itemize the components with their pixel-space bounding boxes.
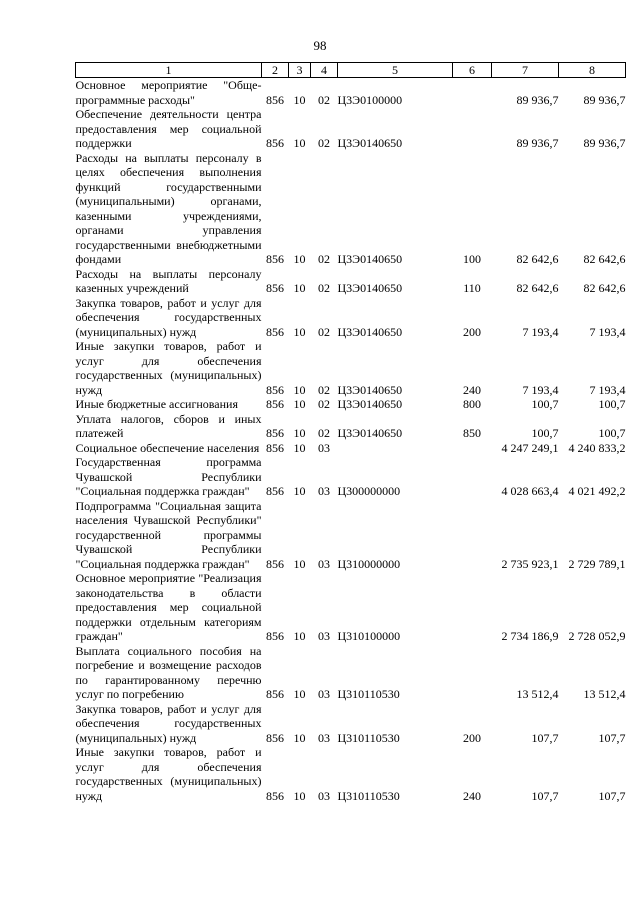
subsection-code: 02 bbox=[318, 324, 330, 339]
subsection-code: 02 bbox=[318, 397, 330, 411]
column-header: 1 bbox=[76, 63, 262, 78]
budget-table bbox=[75, 62, 626, 803]
subsection-code: 03 bbox=[318, 788, 330, 803]
amount-year-1: 2 735 923,1 bbox=[501, 556, 559, 571]
table-row bbox=[76, 151, 626, 267]
row-name: Иные закупки товаров, работ и услуг для обеспечения государственных (муниципальных) нужд bbox=[75, 745, 262, 803]
table-row bbox=[76, 296, 626, 340]
subsection-code: 02 bbox=[318, 426, 330, 440]
admin-code: 856 bbox=[266, 788, 284, 803]
target-article-code: Ц310000000 bbox=[337, 556, 401, 571]
table-row bbox=[76, 644, 626, 702]
amount-year-2: 4 240 833,2 bbox=[568, 440, 626, 455]
amount-year-1: 4 247 249,1 bbox=[501, 440, 559, 455]
table-row bbox=[76, 499, 626, 572]
subsection-code: 03 bbox=[318, 687, 330, 701]
amount-year-2: 7 193,4 bbox=[589, 324, 626, 339]
expense-type-code bbox=[453, 441, 492, 456]
section-code: 10 bbox=[293, 687, 306, 701]
amount-year-2: 2 728 052,9 bbox=[568, 629, 626, 643]
target-article-code: Ц3Э0140650 bbox=[337, 252, 403, 266]
subsection-code: 03 bbox=[318, 440, 330, 455]
budget-rows bbox=[76, 78, 626, 804]
expense-type-code bbox=[453, 499, 492, 572]
amount-year-2: 107,7 bbox=[598, 788, 626, 803]
target-article-code: Ц310110530 bbox=[337, 730, 400, 745]
column-header: 5 bbox=[338, 63, 453, 78]
row-name: Расходы на выплаты персоналу казенных учреждений bbox=[75, 266, 262, 295]
subsection-code: 02 bbox=[318, 281, 330, 295]
expense-type-code bbox=[453, 78, 492, 108]
section-code: 10 bbox=[293, 629, 306, 643]
row-name: Закупка товаров, работ и услуг для обеспечения государственных (муниципальных) нужд bbox=[75, 701, 262, 745]
target-article-code: Ц310110530 bbox=[337, 687, 400, 701]
expense-type-code: 240 bbox=[463, 788, 481, 803]
admin-code: 856 bbox=[266, 426, 284, 440]
expense-type-code bbox=[453, 571, 492, 644]
column-header: 7 bbox=[492, 63, 559, 78]
table-row bbox=[76, 412, 626, 441]
table-row bbox=[76, 267, 626, 296]
section-code: 10 bbox=[293, 788, 306, 803]
row-name: Иные закупки товаров, работ и услуг для обеспечения государственных (муниципальных) нужд bbox=[75, 339, 262, 397]
section-code: 10 bbox=[293, 730, 306, 745]
column-header: 4 bbox=[311, 63, 338, 78]
expense-type-code: 800 bbox=[463, 397, 481, 411]
subsection-code: 02 bbox=[318, 92, 330, 107]
amount-year-2: 2 729 789,1 bbox=[568, 556, 626, 571]
expense-type-code: 200 bbox=[463, 324, 481, 339]
admin-code: 856 bbox=[266, 484, 284, 498]
section-code: 10 bbox=[293, 281, 306, 295]
row-name: Основное мероприятие "Реализация законодательства в области предоставления мер социальной поддержки отдельным категориям граждан" bbox=[75, 571, 262, 643]
amount-year-1: 13 512,4 bbox=[516, 687, 559, 701]
row-name: Расходы на выплаты персоналу в целях обеспечения выполнения функций государственными (муниципальными) органами, казенными учреждениями, органами управления государственными внебюджетными фондами bbox=[75, 150, 262, 266]
admin-code: 856 bbox=[266, 556, 284, 571]
target-article-code: Ц3Э0140650 bbox=[337, 426, 403, 440]
amount-year-1: 7 193,4 bbox=[522, 324, 559, 339]
admin-code: 856 bbox=[266, 382, 284, 397]
amount-year-1: 107,7 bbox=[531, 730, 559, 745]
amount-year-1: 107,7 bbox=[531, 788, 559, 803]
amount-year-1: 89 936,7 bbox=[516, 136, 559, 150]
amount-year-2: 7 193,4 bbox=[589, 382, 626, 397]
column-header: 6 bbox=[453, 63, 492, 78]
table-row bbox=[76, 397, 626, 412]
table-row bbox=[76, 78, 626, 108]
expense-type-code: 240 bbox=[463, 382, 481, 397]
table-row bbox=[76, 455, 626, 499]
row-name: Иные бюджетные ассигнования bbox=[75, 397, 238, 411]
row-name: Социальное обеспечение населения bbox=[75, 440, 260, 455]
subsection-code: 02 bbox=[318, 382, 330, 397]
subsection-code: 03 bbox=[318, 556, 330, 571]
section-code: 10 bbox=[293, 92, 306, 107]
admin-code: 856 bbox=[266, 252, 284, 266]
target-article-code bbox=[338, 441, 453, 456]
amount-year-2: 13 512,4 bbox=[583, 687, 626, 701]
section-code: 10 bbox=[293, 324, 306, 339]
amount-year-1: 82 642,6 bbox=[516, 281, 559, 295]
section-code: 10 bbox=[293, 440, 306, 455]
subsection-code: 03 bbox=[318, 629, 330, 643]
row-name: Выплата социального пособия на погребение и возмещение расходов по гарантированному перечню услуг по погребению bbox=[75, 643, 262, 701]
expense-type-code: 100 bbox=[463, 252, 481, 266]
expense-type-code: 200 bbox=[463, 730, 481, 745]
expense-type-code bbox=[453, 644, 492, 702]
subsection-code: 02 bbox=[318, 136, 330, 150]
table-row bbox=[76, 571, 626, 644]
amount-year-2: 100,7 bbox=[598, 426, 626, 440]
table-row bbox=[76, 339, 626, 397]
target-article-code: Ц310100000 bbox=[337, 629, 401, 643]
admin-code: 856 bbox=[266, 730, 284, 745]
row-name: Уплата налогов, сборов и иных платежей bbox=[75, 411, 262, 440]
section-code: 10 bbox=[293, 252, 306, 266]
amount-year-1: 2 734 186,9 bbox=[501, 629, 559, 643]
expense-type-code bbox=[453, 107, 492, 151]
admin-code: 856 bbox=[266, 397, 284, 411]
target-article-code: Ц300000000 bbox=[337, 484, 401, 498]
section-code: 10 bbox=[293, 382, 306, 397]
amount-year-2: 89 936,7 bbox=[583, 136, 626, 150]
target-article-code: Ц3Э0140650 bbox=[337, 281, 403, 295]
column-header: 2 bbox=[262, 63, 289, 78]
section-code: 10 bbox=[293, 556, 306, 571]
admin-code: 856 bbox=[266, 687, 284, 701]
table-row bbox=[76, 441, 626, 456]
column-number-header bbox=[76, 63, 626, 78]
expense-type-code bbox=[453, 455, 492, 499]
column-header: 8 bbox=[559, 63, 626, 78]
row-name: Обеспечение деятельности центра предоставления мер социальной поддержки bbox=[75, 107, 262, 150]
subsection-code: 03 bbox=[318, 730, 330, 745]
expense-type-code: 850 bbox=[463, 426, 481, 440]
section-code: 10 bbox=[293, 397, 306, 411]
amount-year-1: 100,7 bbox=[531, 426, 559, 440]
target-article-code: Ц3Э0140650 bbox=[337, 397, 403, 411]
admin-code: 856 bbox=[266, 92, 284, 107]
expense-type-code: 110 bbox=[463, 281, 481, 295]
amount-year-2: 4 021 492,2 bbox=[568, 484, 626, 498]
amount-year-2: 82 642,6 bbox=[583, 281, 626, 295]
row-name: Основное мероприятие "Обще-программные расходы" bbox=[75, 78, 262, 107]
admin-code: 856 bbox=[266, 440, 284, 455]
admin-code: 856 bbox=[266, 629, 284, 643]
column-header: 3 bbox=[289, 63, 311, 78]
table-row bbox=[76, 745, 626, 803]
section-code: 10 bbox=[293, 484, 306, 498]
target-article-code: Ц3Э0140650 bbox=[337, 324, 403, 339]
amount-year-1: 89 936,7 bbox=[516, 92, 559, 107]
target-article-code: Ц3Э0100000 bbox=[337, 92, 403, 107]
target-article-code: Ц3Э0140650 bbox=[337, 382, 403, 397]
subsection-code: 02 bbox=[318, 252, 330, 266]
subsection-code: 03 bbox=[318, 484, 330, 498]
row-name: Подпрограмма "Социальная защита населения Чувашской Республики" государственной программы Чувашской Республики "Социальная поддержка граждан" bbox=[75, 498, 262, 571]
amount-year-1: 82 642,6 bbox=[516, 252, 559, 266]
page-number: 98 bbox=[313, 38, 327, 53]
admin-code: 856 bbox=[266, 136, 284, 150]
amount-year-2: 82 642,6 bbox=[583, 252, 626, 266]
row-name: Государственная программа Чувашской Республики "Социальная поддержка граждан" bbox=[75, 455, 262, 498]
admin-code: 856 bbox=[266, 281, 284, 295]
amount-year-2: 107,7 bbox=[598, 730, 626, 745]
amount-year-1: 100,7 bbox=[531, 397, 559, 411]
row-name: Закупка товаров, работ и услуг для обеспечения государственных (муниципальных) нужд bbox=[75, 295, 262, 339]
amount-year-1: 4 028 663,4 bbox=[501, 484, 559, 498]
amount-year-2: 89 936,7 bbox=[583, 92, 626, 107]
section-code: 10 bbox=[293, 426, 306, 440]
table-row bbox=[76, 702, 626, 746]
amount-year-2: 100,7 bbox=[598, 397, 626, 411]
section-code: 10 bbox=[293, 136, 306, 150]
table-row bbox=[76, 107, 626, 151]
target-article-code: Ц310110530 bbox=[337, 788, 400, 803]
target-article-code: Ц3Э0140650 bbox=[337, 136, 403, 150]
amount-year-1: 7 193,4 bbox=[522, 382, 559, 397]
admin-code: 856 bbox=[266, 324, 284, 339]
